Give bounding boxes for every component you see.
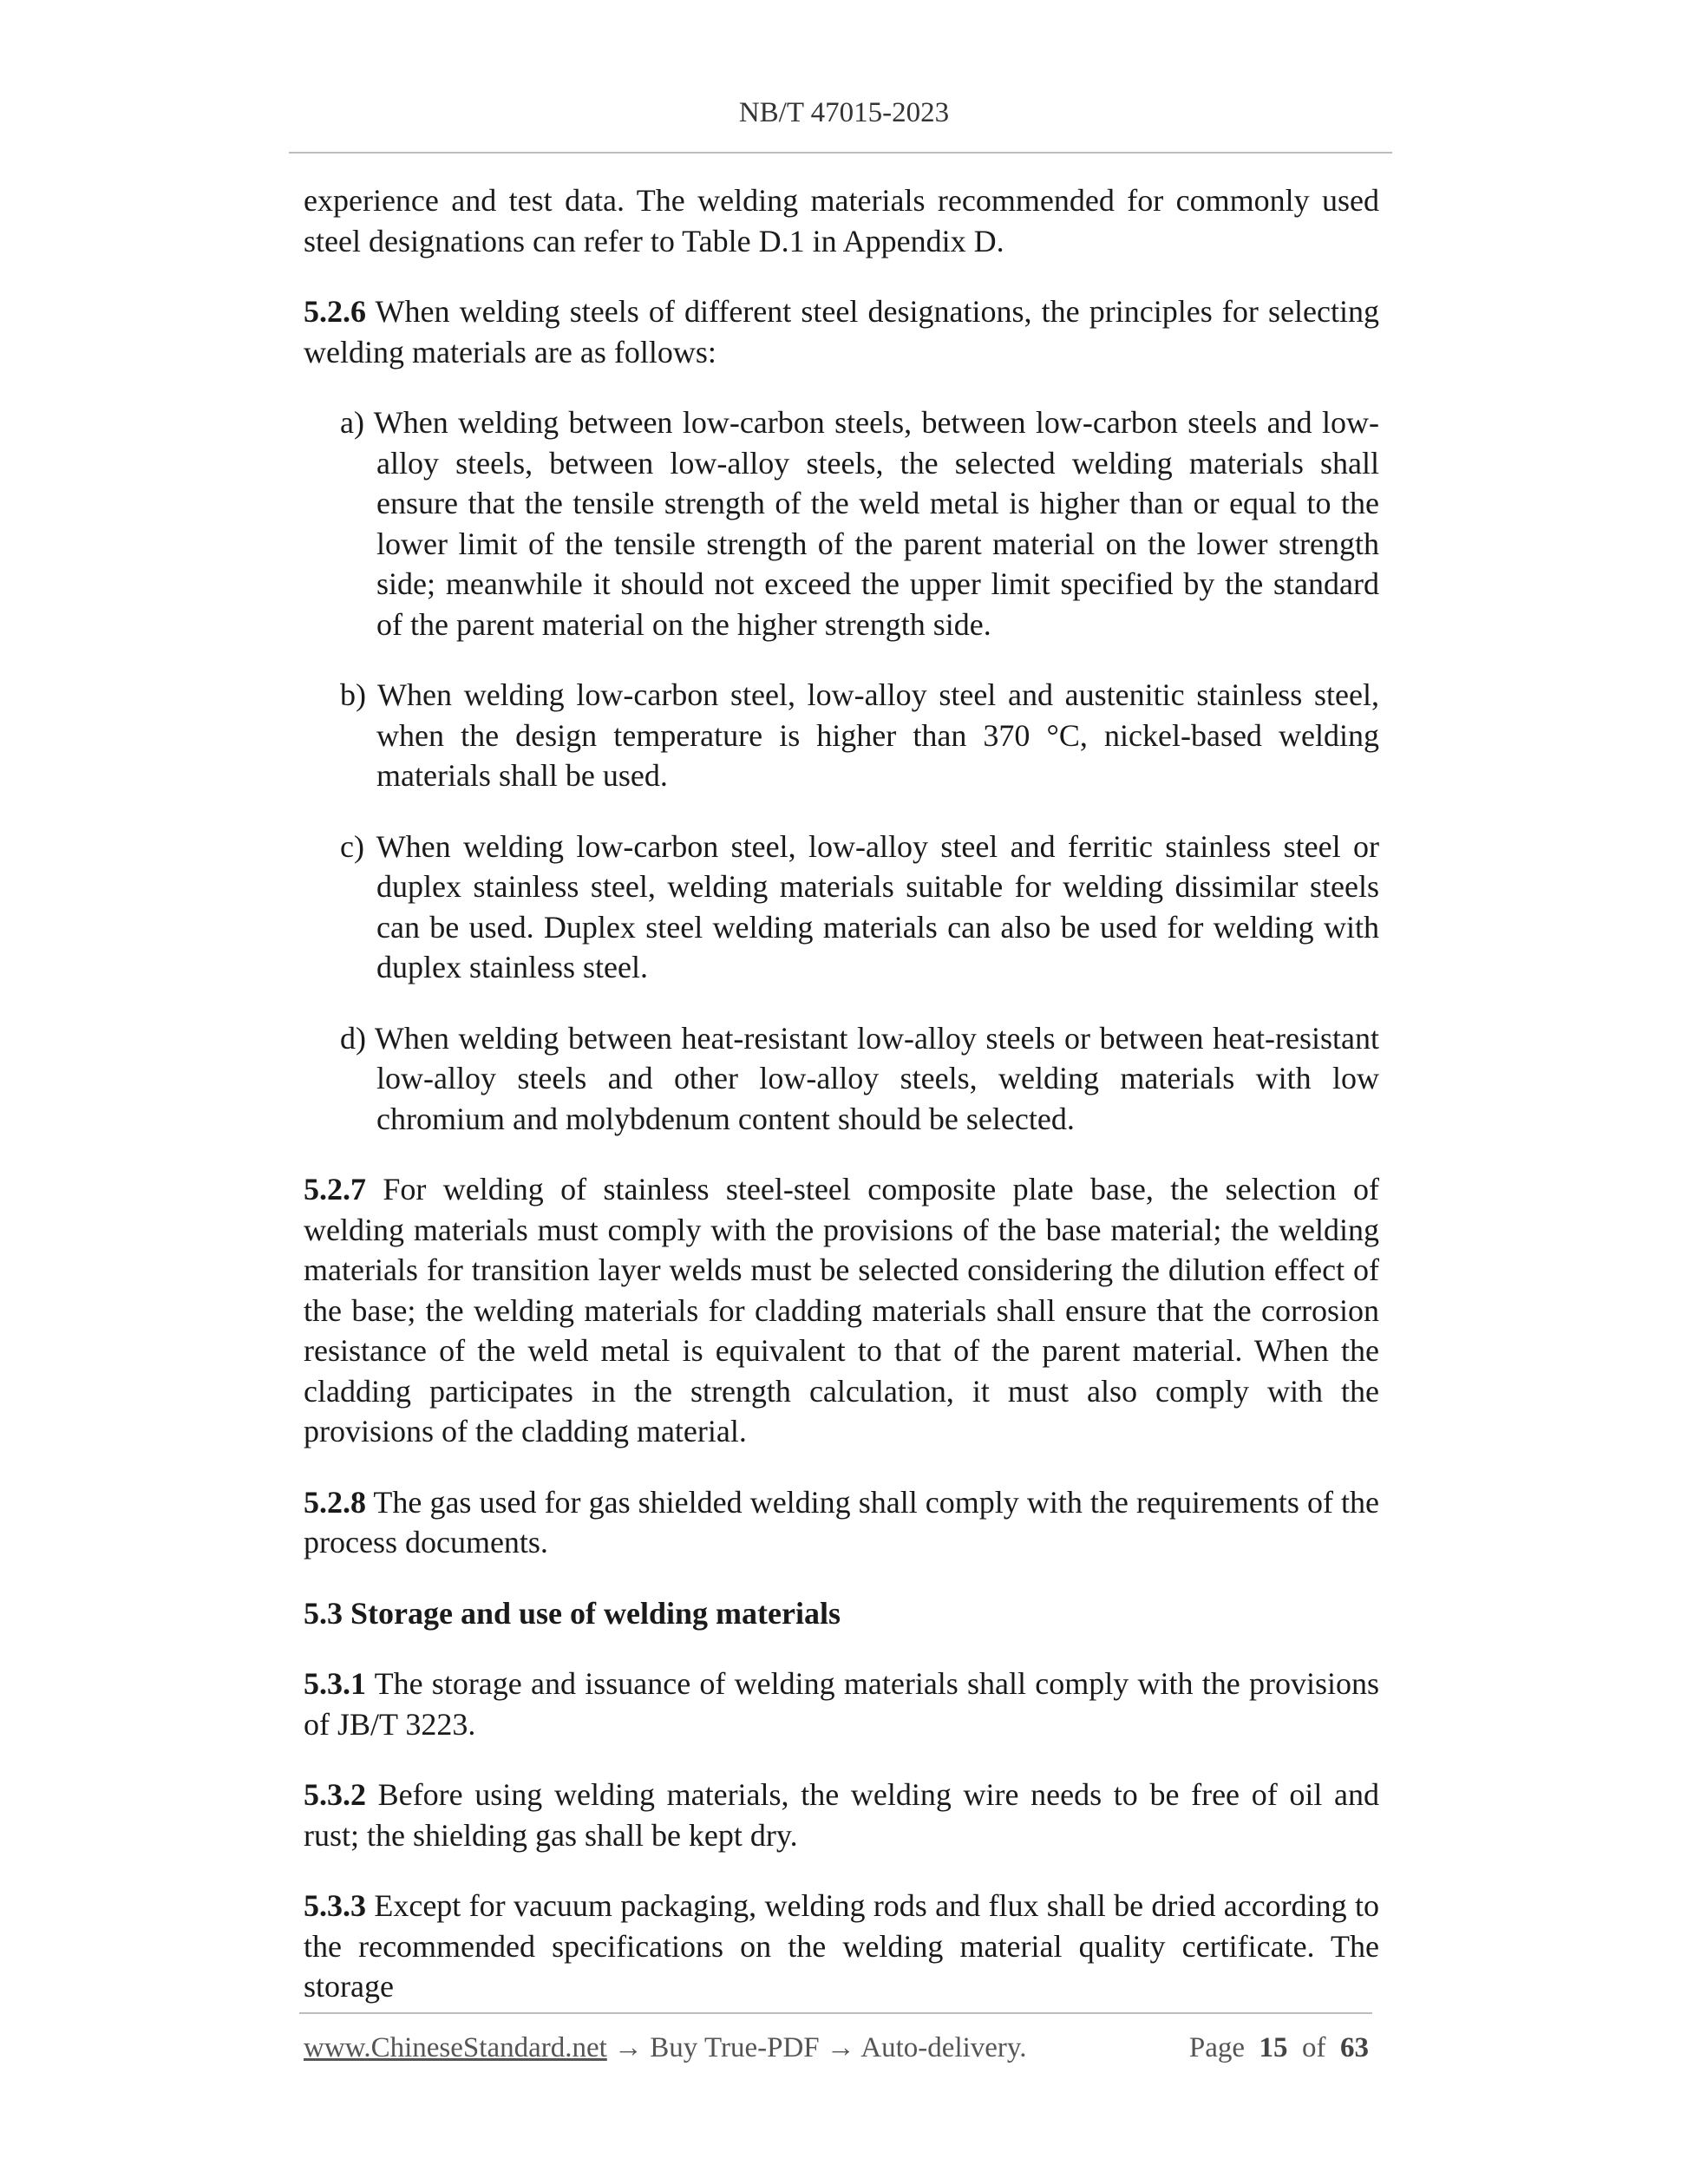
list-item-text: When welding low-carbon steel, low-alloy steel and ferritic stainless steel or duplex stainless steel, welding materials suitable for welding dissimilar steels can be used. Duplex steel welding materials can also be used for welding with duplex stainless steel. [376,828,1379,984]
list-item-c [340,827,1379,988]
clause-5-2-7 [304,1169,1379,1452]
list-item-a [340,402,1379,644]
clause-text: The gas used for gas shielded welding shall comply with the requirements of the process documents. [304,1484,1379,1560]
clause-text: Before using welding materials, the welding wire needs to be free of oil and rust; the shielding gas shall be kept dry. [304,1777,1379,1853]
header-divider [289,152,1392,154]
intro-paragraph: experience and test data. The welding materials recommended for commonly used steel designations can refer to Table D.1 in Appendix D. [304,183,1379,258]
list-item-text: When welding between low-carbon steels, between low-carbon steels and low-alloy steels, between low-alloy steels, the selected welding materials shall ensure that the tensile strength of the weld metal is higher than or equal to the lower limit of the tensile strength of the parent material on the lower strength side; meanwhile it should not exceed the upper limit specified by the standard of the parent material on the higher strength side. [373,405,1379,642]
clause-5-3-1 [304,1664,1379,1744]
clause-number: 5.2.8 [304,1484,366,1520]
clause-text: The storage and issuance of welding materials shall comply with the provisions of JB/T 3223. [304,1666,1379,1742]
list-marker: d) [340,1020,366,1056]
document-id: NB/T 47015-2023 [738,97,950,128]
clause-text: Except for vacuum packaging, welding rods and flux shall be dried according to the recommended specifications on the welding material quality certificate. The storage [304,1888,1380,2004]
list-item-b [340,675,1379,796]
list-item-text: When welding between heat-resistant low-alloy steels or between heat-resistant low-alloy steels and other low-alloy steels, welding materials with low chromium and molybdenum content should be selected. [374,1020,1379,1136]
section-heading-5-3: 5.3 Storage and use of welding materials [304,1595,841,1631]
website-link[interactable]: www.ChineseStandard.net [304,2032,607,2063]
page-current: 15 [1259,2032,1288,2063]
clause-number: 5.3.3 [304,1888,366,1923]
clause-number: 5.2.6 [304,294,366,329]
page-body [304,180,1379,2037]
clause-5-3-3 [304,1886,1379,2007]
clause-5-3-2 [304,1775,1379,1855]
list-marker: b) [340,677,366,712]
footer-left [304,2032,1027,2064]
page-label: Page [1188,2032,1245,2063]
clause-5-2-6 [304,291,1379,372]
page-of-label: of [1302,2032,1326,2063]
clause-text: When welding steels of different steel designations, the principles for selecting welding materials are as follows: [304,294,1379,369]
footer-tagline: → Buy True-PDF → Auto-delivery. [606,2032,1027,2063]
list-marker: c) [340,828,364,864]
list-item-d [340,1018,1379,1140]
page-indicator [1189,2032,1369,2064]
clause-5-2-8 [304,1482,1379,1563]
clause-number: 5.3.1 [304,1666,366,1701]
clause-text: For welding of stainless steel-steel composite plate base, the selection of welding materials must comply with the provisions of the base material; the welding materials for transition layer welds must be selected considering the dilution effect of the base; the welding materials for cladding materials shall ensure that the corrosion resistance of the weld metal is equivalent to that of the parent material. When the cladding participates in the strength calculation, it must also comply with the provisions of the cladding material. [304,1172,1379,1448]
clause-number: 5.3.2 [304,1777,366,1812]
page-header [0,97,1688,129]
clause-number: 5.2.7 [304,1172,366,1206]
list-marker: a) [340,405,364,440]
page-total: 63 [1340,2032,1369,2063]
footer-divider [299,2012,1372,2014]
page-footer [304,2032,1369,2064]
list-item-text: When welding low-carbon steel, low-alloy steel and austenitic stainless steel, when the design temperature is higher than 370 °C, nickel-based welding materials shall be used. [376,677,1379,793]
